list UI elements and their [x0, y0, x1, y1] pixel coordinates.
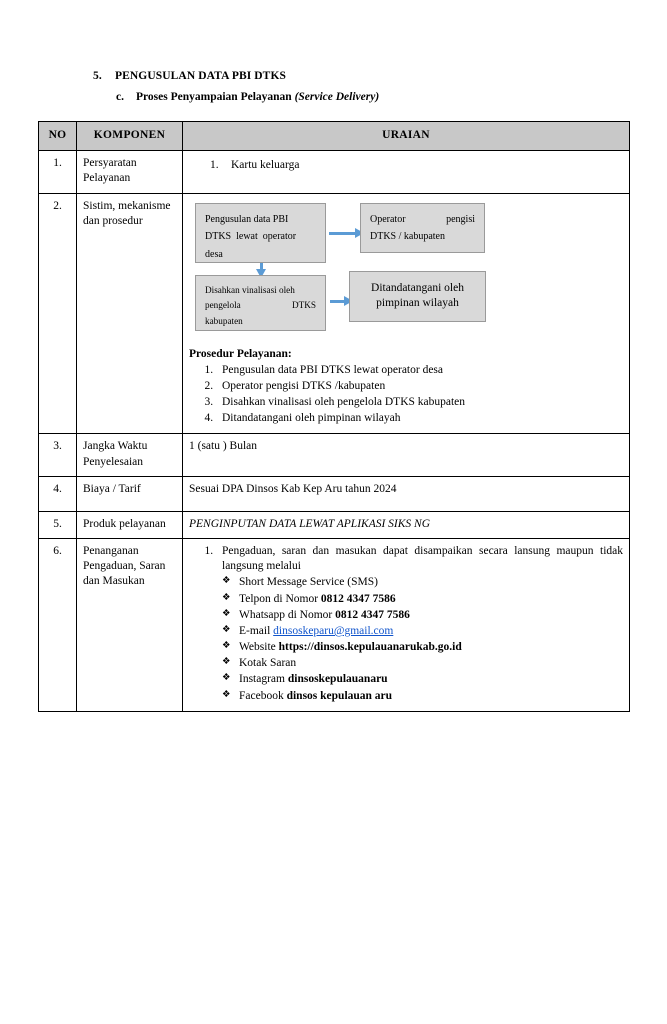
pengaduan-lead-text: 1. Pengaduan, saran dan masukan dapat disampaikan secara lansung maupun tidak langsung melalui	[222, 545, 623, 573]
row-no: 6.	[39, 539, 77, 712]
diagram-box-pengusulan-line3: desa	[205, 248, 223, 260]
diagram-box-operator-line2: DTKS / kabupaten	[370, 231, 445, 243]
diagram-box-operator	[360, 203, 485, 253]
persyaratan-item	[210, 158, 623, 173]
channel-telpon-value: 0812 4347 7586	[320, 592, 396, 605]
channel-telpon	[222, 592, 623, 607]
row-komponen: Sistim, mekanisme dan prosedur	[77, 193, 183, 434]
pengaduan-list	[189, 544, 623, 704]
table-row	[39, 511, 630, 538]
row-uraian	[183, 539, 630, 712]
persyaratan-item-number: 1.	[210, 159, 219, 172]
row-komponen: Biaya / Tarif	[77, 476, 183, 511]
row-no: 5.	[39, 511, 77, 538]
column-header-no: NO	[39, 122, 77, 151]
channel-instagram-label: Instagram	[239, 673, 288, 686]
channel-instagram-value: dinsoskepulauanaru	[287, 673, 388, 686]
channel-website-value[interactable]: https://dinsos.kepulauanarukab.go.id	[278, 641, 462, 654]
channel-instagram	[222, 672, 623, 687]
persyaratan-item-label: Kartu keluarga	[231, 159, 300, 172]
row-uraian: PENGINPUTAN DATA LEWAT APLIKASI SIKS NG	[183, 511, 630, 538]
diagram-box-disahkan	[195, 275, 326, 331]
channel-telpon-label: Telpon di Nomor	[239, 592, 321, 605]
column-header-komponen: KOMPONEN	[77, 122, 183, 151]
channel-sms-label: Short Message Service (SMS)	[239, 576, 378, 589]
arrow-right-icon	[329, 232, 355, 235]
diagram-box-disahkan-line3: kabupaten	[205, 315, 243, 326]
diagram-box-pengusulan-line2: DTKS lewat operator	[205, 231, 297, 243]
diagram-box-operator-line1: Operator pengisi	[370, 213, 475, 225]
page-title-text: PENGUSULAN DATA PBI DTKS	[115, 70, 286, 82]
prosedur-title: Prosedur Pelayanan:	[189, 347, 292, 360]
channel-facebook-label: Facebook	[239, 689, 287, 702]
prosedur-item: 4. Ditandatangani oleh pimpinan wilayah	[216, 411, 623, 426]
diagram-box-disahkan-line2: pengelola DTKS	[205, 300, 316, 311]
channel-sms	[222, 575, 623, 590]
row-uraian: 1 (satu ) Bulan	[183, 434, 630, 476]
table-row	[39, 151, 630, 193]
row-no: 1.	[39, 151, 77, 193]
row-uraian	[183, 151, 630, 193]
table-row	[39, 539, 630, 712]
sub-heading-letter: c.	[116, 91, 124, 103]
sub-heading-italic: (Service Delivery)	[294, 91, 380, 103]
row-komponen: Persyaratan Pelayanan	[77, 151, 183, 193]
channel-facebook	[222, 689, 623, 704]
table-row	[39, 476, 630, 511]
process-flow-diagram	[189, 201, 623, 341]
page-title-number: 5.	[93, 70, 102, 82]
pengaduan-channel-list	[222, 575, 623, 703]
prosedur-list	[189, 363, 623, 427]
row-komponen: Penanganan Pengaduan, Saran dan Masukan	[77, 539, 183, 712]
channel-website-label: Website	[239, 641, 279, 654]
channel-whatsapp-value: 0812 4347 7586	[335, 608, 410, 621]
row-komponen: Produk pelayanan	[77, 511, 183, 538]
diagram-box-pengusulan-line1: Pengusulan data PBI	[205, 213, 289, 225]
row-uraian	[183, 193, 630, 434]
diagram-box-disahkan-line1: Disahkan vinalisasi oleh	[205, 284, 295, 295]
diagram-box-pengusulan	[195, 203, 326, 263]
prosedur-item: 3. Disahkan vinalisasi oleh pengelola DTKS kabupaten	[216, 395, 623, 410]
table-row	[39, 434, 630, 476]
row-uraian: Sesuai DPA Dinsos Kab Kep Aru tahun 2024	[183, 476, 630, 511]
row-no: 2.	[39, 193, 77, 434]
channel-email	[222, 624, 623, 639]
channel-whatsapp-label: Whatsapp di Nomor	[239, 608, 336, 621]
channel-facebook-value: dinsos kepulauan aru	[286, 689, 393, 702]
prosedur-item: 2. Operator pengisi DTKS /kabupaten	[216, 379, 623, 394]
row-no: 4.	[39, 476, 77, 511]
channel-kotak-saran-label: Kotak Saran	[239, 657, 297, 670]
column-header-uraian: URAIAN	[183, 122, 630, 151]
pengaduan-item	[216, 544, 623, 704]
channel-email-link[interactable]: dinsoskeparu@gmail.com	[273, 624, 394, 637]
row-komponen: Jangka Waktu Penyelesaian	[77, 434, 183, 476]
sub-heading-text: Proses Penyampaian Pelayanan	[136, 91, 295, 103]
channel-email-label: E-mail	[239, 624, 274, 637]
channel-whatsapp	[222, 608, 623, 623]
sub-heading	[116, 91, 629, 103]
table-header-row	[39, 122, 630, 151]
page-title	[93, 70, 629, 82]
prosedur-item: 1. Pengusulan data PBI DTKS lewat operator desa	[216, 363, 623, 378]
service-standard-table	[38, 121, 630, 712]
arrow-right-icon-2	[330, 300, 344, 303]
row-no: 3.	[39, 434, 77, 476]
diagram-box-ditandatangani: Ditandatangani oleh pimpinan wilayah	[349, 271, 486, 322]
arrow-down-icon	[260, 263, 263, 269]
channel-website	[222, 640, 623, 655]
channel-kotak-saran	[222, 656, 623, 671]
table-row	[39, 193, 630, 434]
